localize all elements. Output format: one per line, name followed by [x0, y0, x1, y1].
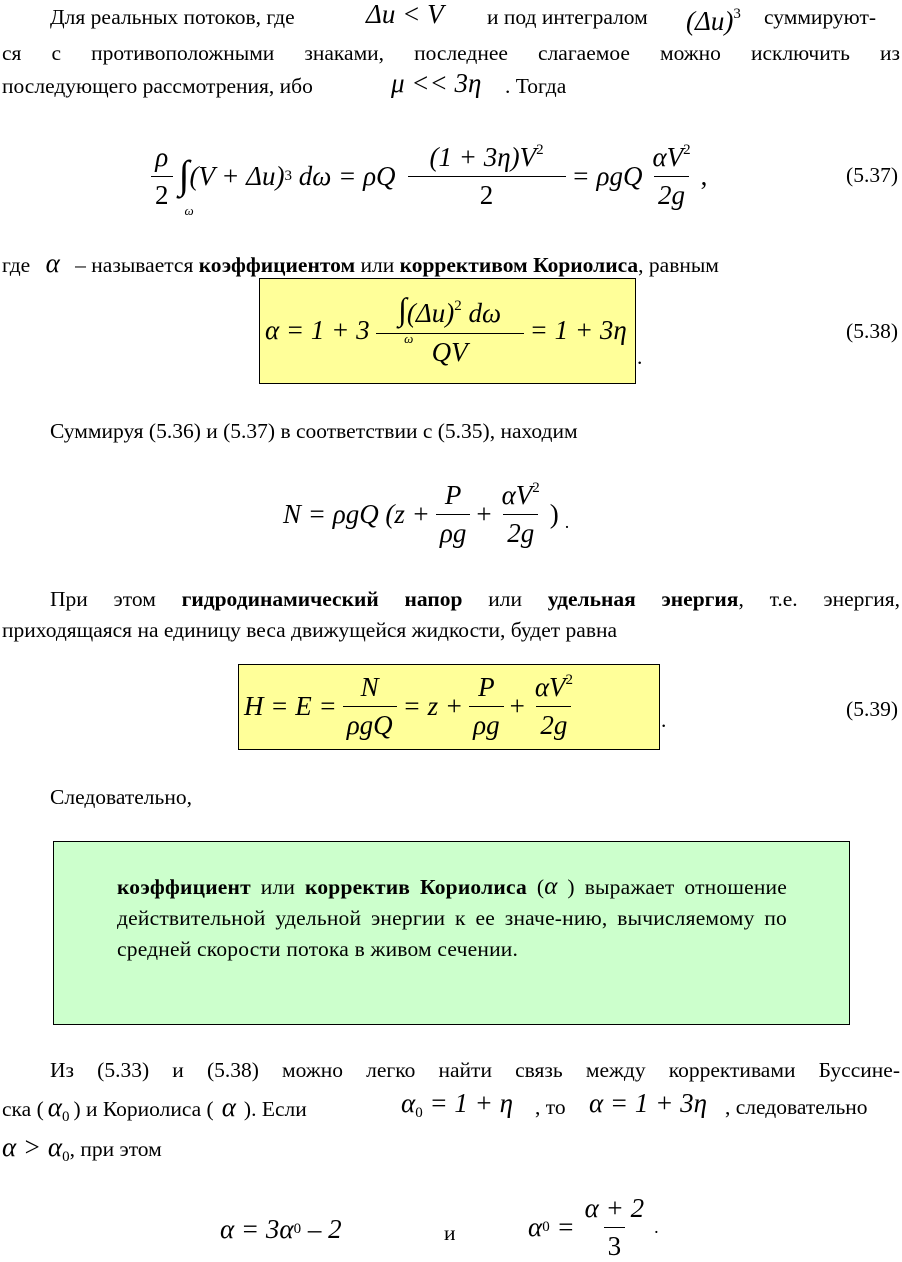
text: Для реальных потоков, где	[50, 5, 295, 29]
close-paren: )	[549, 498, 559, 529]
lhs: α = 3α	[220, 1213, 294, 1244]
denominator: 2	[151, 176, 173, 211]
equation-alpha-relation	[220, 1200, 342, 1258]
math: – 2	[301, 1213, 342, 1244]
alpha-symbol: α	[544, 873, 558, 900]
equation-alpha0-relation	[528, 1192, 659, 1261]
para6-line2	[2, 1094, 307, 1130]
integral-subscript: ω	[184, 202, 194, 218]
para3: Суммируя (5.36) и (5.37) в соответствии с (5.35), находим	[50, 419, 578, 443]
text: – называется	[75, 253, 194, 277]
denominator: ρg	[469, 706, 503, 741]
text: или	[360, 253, 395, 277]
denominator: ρgQ	[343, 706, 397, 741]
exponent: 2	[532, 479, 540, 496]
fraction	[436, 480, 470, 549]
lhs: α = 1 + 3	[265, 314, 370, 345]
definition-text	[117, 871, 787, 965]
equals-rhogq: = ρgQ	[571, 160, 643, 191]
exponent: 2	[683, 141, 691, 158]
text: суммируют-	[764, 5, 876, 29]
text: . Тогда	[505, 74, 567, 98]
para5: Следовательно,	[50, 785, 192, 809]
term-korrektiv-koriolisa: коррективом Кориолиса	[399, 253, 639, 277]
denominator: 2g	[654, 176, 689, 211]
text: ска (	[2, 1097, 44, 1121]
integral-subscript: ω	[404, 330, 414, 346]
numerator: N	[360, 671, 379, 702]
fraction: ∫ ω $(\Delta u)^2$ dω QV	[376, 293, 524, 368]
numerator: ρ	[155, 141, 169, 172]
para1-line3: последующего рассмотрения, ибо	[2, 74, 313, 98]
equation-5-37	[145, 138, 708, 218]
integrand: (V + Δu)	[189, 160, 285, 191]
math: = 1 + η	[422, 1088, 514, 1118]
lhs: N = ρgQ (z +	[283, 498, 430, 529]
para6-line1: Из (5.33) и (5.38) можно легко найти связь между коррективами Буссине-	[50, 1058, 900, 1082]
denominator: 2g	[536, 706, 571, 741]
period: .	[637, 345, 643, 369]
exponent: 2	[536, 141, 544, 158]
exponent: 2	[454, 297, 462, 314]
equation-number: (5.38)	[846, 319, 898, 343]
math-mu-ll-3eta: μ << 3η	[391, 68, 482, 98]
text: или	[488, 587, 522, 611]
equation-5-39	[244, 666, 583, 746]
term-koefficient: коэффициентом	[198, 253, 356, 277]
numerator: (1 + 3η)V	[429, 141, 537, 172]
para4-line1	[50, 586, 900, 612]
numerator: P	[444, 479, 462, 510]
text: ) выражает отношение действительной удельной энергии к ее значе-нию, вычисляемому по средней скорости потока в живом сечении.	[117, 875, 787, 961]
term-udelnaya-energiya: удельная энергия	[547, 587, 739, 611]
math-alpha-eq: α = 1 + 3η	[589, 1088, 708, 1118]
period: .	[564, 511, 570, 532]
alpha0-symbol: α	[47, 1092, 62, 1122]
fraction	[151, 142, 173, 211]
numerator: α + 2	[584, 1192, 645, 1223]
plus: +	[509, 690, 525, 721]
numerator: P	[478, 671, 495, 702]
denominator: 3	[604, 1227, 626, 1262]
subscript: 0	[62, 1149, 70, 1165]
subscript: 0	[542, 1218, 550, 1235]
fraction	[498, 480, 544, 549]
integral-sign: ∫ ω	[178, 151, 194, 218]
para1-line2: ся с противоположными знаками, последнее слагаемое можно исключить из	[2, 41, 900, 65]
math-alpha0-eq	[401, 1090, 513, 1126]
denominator: ρg	[436, 514, 470, 549]
text: и под интегралом	[487, 5, 648, 29]
para4-line2: приходящаяся на единицу веса движущейся жидкости, будет равна	[2, 618, 618, 642]
equals: =	[549, 1211, 575, 1242]
para1-line1	[50, 4, 295, 30]
denominator: 2	[408, 176, 566, 211]
numerator-tail: dω	[461, 297, 502, 328]
subscript: 0	[61, 1109, 70, 1125]
numerator: αV	[652, 141, 684, 172]
text: ). Если	[243, 1097, 307, 1121]
text: , следовательно	[725, 1095, 868, 1119]
term-gidrodinamicheskiy-napor: гидродинамический напор	[181, 587, 463, 611]
fraction	[648, 142, 694, 211]
text: , равным	[638, 253, 719, 277]
plus: +	[476, 498, 492, 529]
lhs: H = E =	[244, 690, 337, 721]
rhs: = 1 + 3η	[529, 314, 627, 345]
fraction	[581, 1193, 648, 1262]
alpha-symbol: α	[528, 1211, 543, 1242]
numerator: αV	[501, 479, 533, 510]
para2	[2, 250, 719, 278]
math: (Δu)	[686, 6, 734, 36]
text: где	[2, 253, 31, 277]
equation-number: (5.37)	[846, 163, 898, 187]
math: α > α	[2, 1132, 63, 1162]
conjunction: и	[444, 1221, 456, 1245]
text: , при этом	[69, 1137, 162, 1161]
text: или	[250, 875, 306, 899]
equation-number: (5.39)	[846, 697, 898, 721]
text: , то	[535, 1095, 566, 1119]
subscript: 0	[415, 1105, 423, 1121]
period: .	[654, 1216, 659, 1237]
alpha-symbol: α	[45, 248, 60, 278]
equation-5-38	[265, 282, 627, 378]
denominator: 2g	[503, 514, 538, 549]
subscript: 0	[293, 1220, 302, 1237]
term-korrektiv-koriolisa: корректив Кориолиса	[305, 875, 527, 899]
equation-power-n	[283, 474, 569, 554]
term-koefficient: коэффициент	[117, 875, 251, 899]
alpha-symbol: α	[401, 1088, 416, 1118]
exponent: 2	[565, 671, 573, 688]
integrand-tail: dω = ρQ	[292, 160, 396, 191]
text: (	[526, 875, 545, 899]
exponent: 3	[733, 6, 741, 22]
period: .	[661, 708, 667, 732]
numerator: αV	[534, 671, 566, 702]
para6-line3	[2, 1134, 162, 1170]
comma: ,	[700, 160, 708, 191]
math-delta-u	[686, 1, 741, 34]
text: , т.е. энергия,	[738, 587, 901, 611]
text: При этом	[50, 587, 156, 611]
exponent: 3	[284, 167, 293, 184]
text: ) и Кориолиса (	[73, 1097, 214, 1121]
fraction	[408, 142, 566, 211]
numerator: (Δu)	[406, 297, 455, 328]
denominator: QV	[376, 333, 524, 368]
fraction	[469, 672, 503, 741]
equals-z-plus: = z +	[402, 690, 464, 721]
alpha-symbol: α	[221, 1092, 236, 1122]
fraction	[531, 672, 577, 741]
math-delta-u-lt-v: Δu < V	[366, 0, 444, 29]
fraction	[343, 672, 397, 741]
